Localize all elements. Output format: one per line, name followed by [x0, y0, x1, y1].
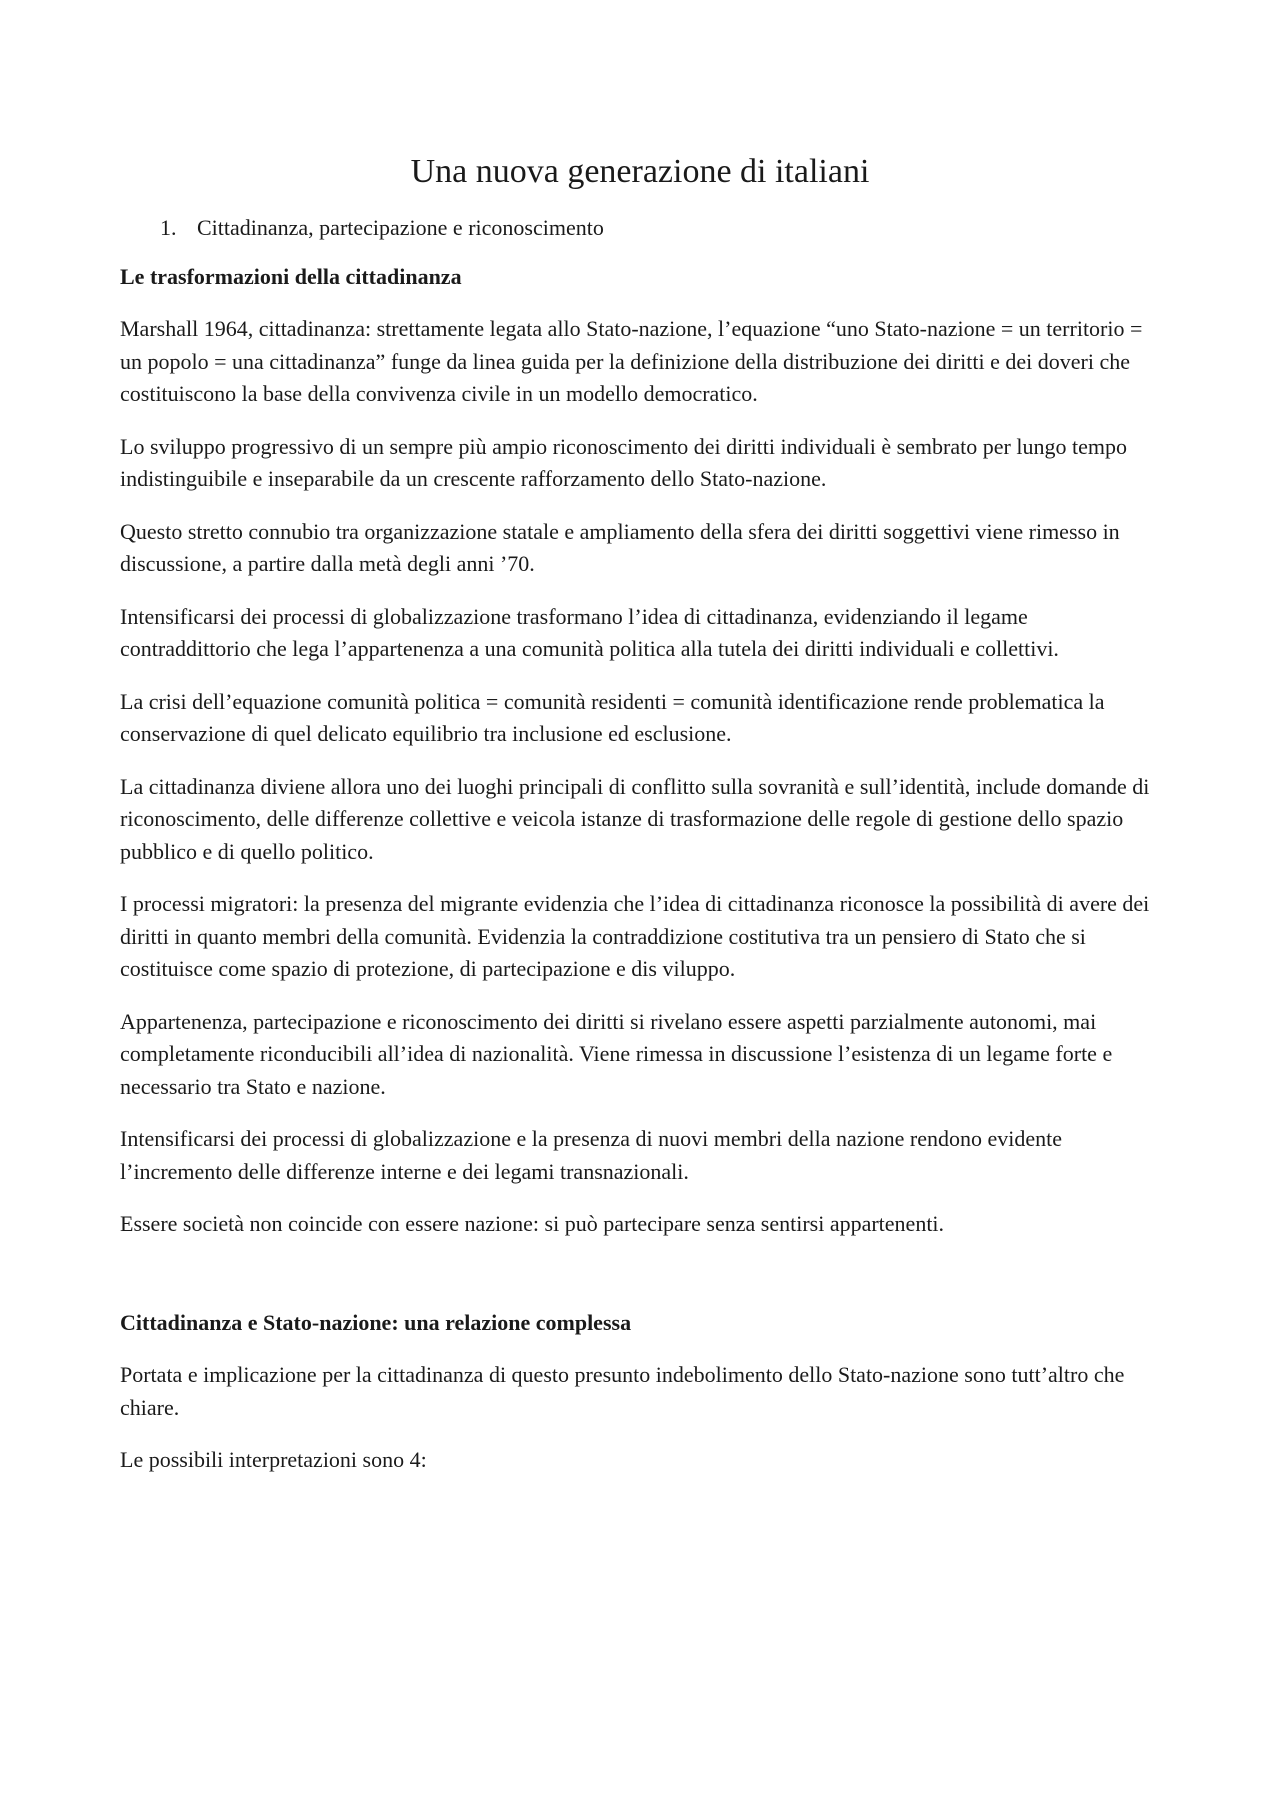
paragraph: Appartenenza, partecipazione e riconoscimento dei diritti si rivelano essere aspetti parzialmente autonomi, mai completamente riconducibili all’idea di nazionalità. Viene rimessa in discussione l’esistenza di un legame forte e necessario tra Stato e nazione.: [120, 1008, 1113, 1099]
section-heading-trasformazioni: Le trasformazioni della cittadinanza: [120, 263, 462, 289]
document-page: [120, 150, 1160, 1497]
paragraph: Lo sviluppo progressivo di un sempre più ampio riconoscimento dei diritti individuali è sembrato per lungo tempo indistinguibile e inseparabile da un crescente rafforzamento dello Stato-nazione.: [120, 433, 1127, 492]
list-number: 1.: [160, 215, 177, 241]
paragraph: La cittadinanza diviene allora uno dei luoghi principali di conflitto sulla sovranità e sull’identità, include domande di riconoscimento, delle differenze collettive e veicola istanze di trasformazione delle regole di gestione dello spazio pubblico e di quello politico.: [120, 773, 1150, 864]
blank-line: [120, 1261, 1160, 1309]
paragraph: Intensificarsi dei processi di globalizzazione e la presenza di nuovi membri della nazione rendono evidente l’incremento delle differenze interne e dei legami transnazionali.: [120, 1126, 1062, 1184]
paragraph: Essere società non coincide con essere nazione: si può partecipare senza sentirsi appartenenti.: [120, 1211, 945, 1237]
list-item-text: Cittadinanza, partecipazione e riconoscimento: [197, 215, 604, 241]
document-title: Una nuova generazione di italiani: [410, 153, 870, 190]
paragraph: Marshall 1964, cittadinanza: strettamente legata allo Stato-nazione, l’equazione “uno Stato-nazione = un territorio = un popolo = una cittadinanza” funge da linea guida per la definizione della distribuzione dei diritti e dei doveri che costituiscono la base della convivenza civile in un modello democratico.: [120, 316, 1143, 407]
numbered-list-item: [120, 214, 1160, 243]
paragraph: La crisi dell’equazione comunità politica = comunità residenti = comunità identificazione rende problematica la conservazione di quel delicato equilibrio tra inclusione ed esclusione.: [120, 688, 1105, 747]
paragraph: Portata e implicazione per la cittadinanza di questo presunto indebolimento dello Stato-nazione sono tutt’altro che chiare.: [120, 1362, 1125, 1420]
paragraph: Intensificarsi dei processi di globalizzazione trasformano l’idea di cittadinanza, evidenziando il legame contraddittorio che lega l’appartenenza a una comunità politica alla tutela dei diritti individuali e collettivi.: [120, 603, 1059, 662]
paragraph: I processi migratori: la presenza del migrante evidenzia che l’idea di cittadinanza riconosce la possibilità di avere dei diritti in quanto membri della comunità. Evidenzia la contraddizione costitutiva tra un pensiero di Stato che si costituisce come spazio di protezione, di partecipazione e dis viluppo.: [120, 891, 1150, 982]
paragraph: Questo stretto connubio tra organizzazione statale e ampliamento della sfera dei diritti soggettivi viene rimesso in discussione, a partire dalla metà degli anni ’70.: [120, 518, 1120, 577]
paragraph: Le possibili interpretazioni sono 4:: [120, 1447, 427, 1473]
section-heading-stato-nazione: Cittadinanza e Stato-nazione: una relazione complessa: [120, 1309, 632, 1335]
